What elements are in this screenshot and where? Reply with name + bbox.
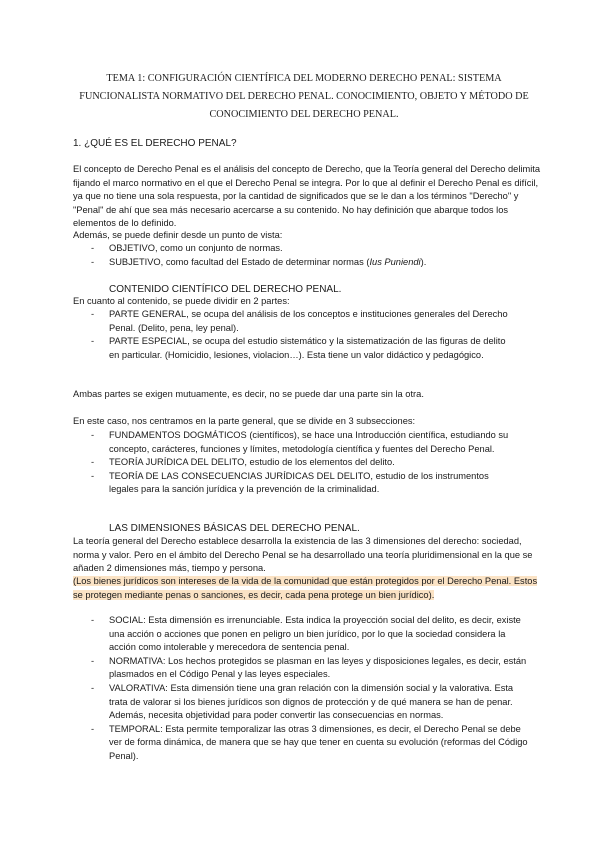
highlighted-text: (Los bienes jurídicos son intereses de la vida de la comunidad que están protegidos por el Derecho Penal. Estos se protegen mediante penas o sanciones, es decir, cada pena protege un bien jurídico).	[73, 576, 538, 600]
legal-goods-note	[73, 575, 543, 602]
both-parts-paragraph: Ambas partes se exigen mutuamente, es decir, no se puede dar una parte sin la otra.	[73, 389, 424, 399]
document-title: TEMA 1: CONFIGURACIÓN CIENTÍFICA DEL MODERNO DERECHO PENAL: SISTEMA FUNCIONALISTA NORMATIVO DEL DERECHO PENAL. CONOCIMIENTO, OBJETO Y MÉTODO DE CONOCIMIENTO DEL DERECHO PENAL.	[79, 73, 529, 120]
dimensions-paragraph: La teoría general del Derecho establece desarrolla la existencia de las 3 dimensiones del derecho: sociedad, norma y valor. Pero en el ámbito del Derecho Penal se ha desarrollado una teoría pluridimensional en la que se añaden 2 dimensiones más, tiempo y persona.	[73, 536, 533, 574]
subsections-list	[91, 429, 511, 497]
list-item: - FUNDAMENTOS DOGMÁTICOS (científicos), se hace una Introducción científica, estudiando su concepto, carácteres, funciones y límites, metodología científica y fuentes del Derecho Penal.	[91, 430, 509, 454]
viewpoint-list	[91, 242, 511, 269]
list-item: - TEORÍA DE LAS CONSECUENCIAS JURÍDICAS DEL DELITO, estudio de los instrumentos legales para la sanción jurídica y la prevención de la criminalidad.	[91, 470, 489, 495]
list-item: - TEMPORAL: Esta permite temporalizar las otras 3 dimensiones, es decir, el Derecho Penal se debe ver de forma dinámica, de manera que se hay que tener en cuenta su evolución (reformas del Código Penal).	[91, 723, 528, 761]
general-part-intro: En este caso, nos centramos en la parte general, que se divide en 3 subsecciones:	[73, 416, 416, 426]
list-item: - TEORÍA JURÍDICA DEL DELITO, estudio de los elementos del delito.	[91, 457, 395, 468]
dimensions-list	[91, 614, 531, 764]
section-heading-what-is-penal-law: 1. ¿QUÉ ES EL DERECHO PENAL?	[73, 138, 237, 149]
list-item: - PARTE ESPECIAL, se ocupa del estudio sistemático y la sistematización de las figuras de delito en particular. (Homicidio, lesiones, violacion…). Esta tiene un valor didáctico y pedagógico.	[91, 336, 506, 360]
list-item: - SOCIAL: Esta dimensión es irrenunciable. Esta indica la proyección social del delito, es decir, existe una acción o acciones que ponen en peligro un bien jurídico, por lo que la sociedad considera la acción como intolerable y merecedora de sentencia penal.	[91, 615, 521, 653]
list-item: - PARTE GENERAL, se ocupa del análisis de los conceptos e instituciones generales del Derecho Penal. (Delito, pena, ley penal).	[91, 309, 508, 333]
dimensions-heading: LAS DIMENSIONES BÁSICAS DEL DERECHO PENAL.	[109, 523, 360, 534]
section-paragraph: El concepto de Derecho Penal es el análisis del concepto de Derecho, que la Teoría general del Derecho delimita fijando el marco normativo en el que el Derecho Penal se integra. Por lo que al definir el Derecho Penal es difícil, ya que no tiene una sola respuesta, por la cantidad de significados que se le dan a los términos "Derecho" y "Penal" de ahí que sea más necesario acercarse a su contenido. No hay definición que abarque todos los elementos de lo definido.	[73, 164, 541, 229]
viewpoint-intro: Además, se puede definir desde un punto de vista:	[73, 230, 283, 240]
parts-list	[91, 308, 511, 362]
content-heading: CONTENIDO CIENTÍFICO DEL DERECHO PENAL.	[109, 284, 342, 295]
list-item: - SUBJETIVO, como facultad del Estado de determinar normas (Ius Puniendi).	[91, 256, 427, 267]
list-item: - VALORATIVA: Esta dimensión tiene una gran relación con la dimensión social y la valorativa. Esta trata de valorar si los bienes jurídicos son dignos de protección y de qué manera se han de penar. Además, necesita objetividad para poder convertir las consecuencias en normas.	[91, 682, 514, 721]
list-item: - OBJETIVO, como un conjunto de normas.	[91, 243, 283, 253]
content-intro: En cuanto al contenido, se puede dividir en 2 partes:	[73, 296, 290, 306]
list-item: - NORMATIVA: Los hechos protegidos se plasman en las leyes y disposiciones legales, es decir, están plasmados en el Código Penal y las leyes especiales.	[91, 655, 527, 680]
